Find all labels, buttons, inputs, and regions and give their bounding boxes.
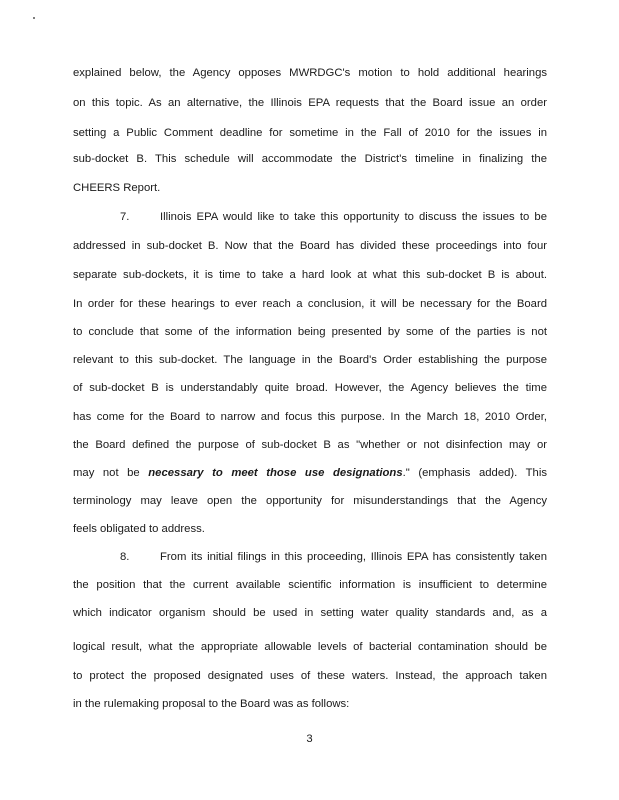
- emphasis-line-after: ." (emphasis added). This: [402, 467, 547, 479]
- paragraph-7-lead-text: Illinois EPA would like to take this opportunity to discuss the issues to be: [160, 211, 547, 223]
- text-line: separate sub-dockets, it is time to take a hard look at what this sub-docket B is about.: [73, 269, 547, 281]
- text-line: to conclude that some of the information being presented by some of the parties is not: [73, 326, 547, 338]
- text-line: sub-docket B. This schedule will accommodate the District's timeline in finalizing the: [73, 153, 547, 165]
- text-line: feels obligated to address.: [73, 523, 205, 535]
- text-line: of sub-docket B is understandably quite broad. However, the Agency believes the time: [73, 382, 547, 394]
- text-line: logical result, what the appropriate allowable levels of bacterial contamination should be: [73, 641, 547, 653]
- page-number: 3: [306, 733, 313, 745]
- text-line: setting a Public Comment deadline for sometime in the Fall of 2010 for the issues in: [73, 127, 547, 139]
- emphasized-phrase: necessary to meet those use designations: [148, 467, 403, 479]
- text-line: the Board defined the purpose of sub-docket B as "whether or not disinfection may or: [73, 439, 547, 451]
- text-line: on this topic. As an alternative, the Illinois EPA requests that the Board issue an order: [73, 97, 547, 109]
- text-line: terminology may leave open the opportunity for misunderstandings that the Agency: [73, 495, 547, 507]
- text-line: the position that the current available scientific information is insufficient to determine: [73, 579, 547, 591]
- text-line: CHEERS Report.: [73, 182, 161, 194]
- scan-speck: [33, 17, 35, 19]
- text-line: which indicator organism should be used in setting water quality standards and, as a: [73, 607, 547, 619]
- paragraph-7-first-line: [120, 210, 547, 224]
- emphasis-line-before: may not be: [73, 467, 149, 479]
- text-line: in the rulemaking proposal to the Board was as follows:: [73, 698, 350, 710]
- text-line: has come for the Board to narrow and focus this purpose. In the March 18, 2010 Order,: [73, 411, 547, 423]
- text-line: explained below, the Agency opposes MWRDGC's motion to hold additional hearings: [73, 67, 547, 79]
- text-line: In order for these hearings to ever reach a conclusion, it will be necessary for the Board: [73, 298, 547, 310]
- paragraph-8-lead-text: From its initial filings in this proceeding, Illinois EPA has consistently taken: [160, 551, 547, 563]
- emphasis-line: [73, 466, 547, 480]
- paragraph-number: 7.: [120, 211, 130, 223]
- text-line: addressed in sub-docket B. Now that the Board has divided these proceedings into four: [73, 240, 547, 252]
- paragraph-8-first-line: [120, 550, 547, 564]
- paragraph-number: 8.: [120, 551, 130, 563]
- text-line: to protect the proposed designated uses of these waters. Instead, the approach taken: [73, 670, 547, 682]
- text-line: relevant to this sub-docket. The language in the Board's Order establishing the purpose: [73, 354, 547, 366]
